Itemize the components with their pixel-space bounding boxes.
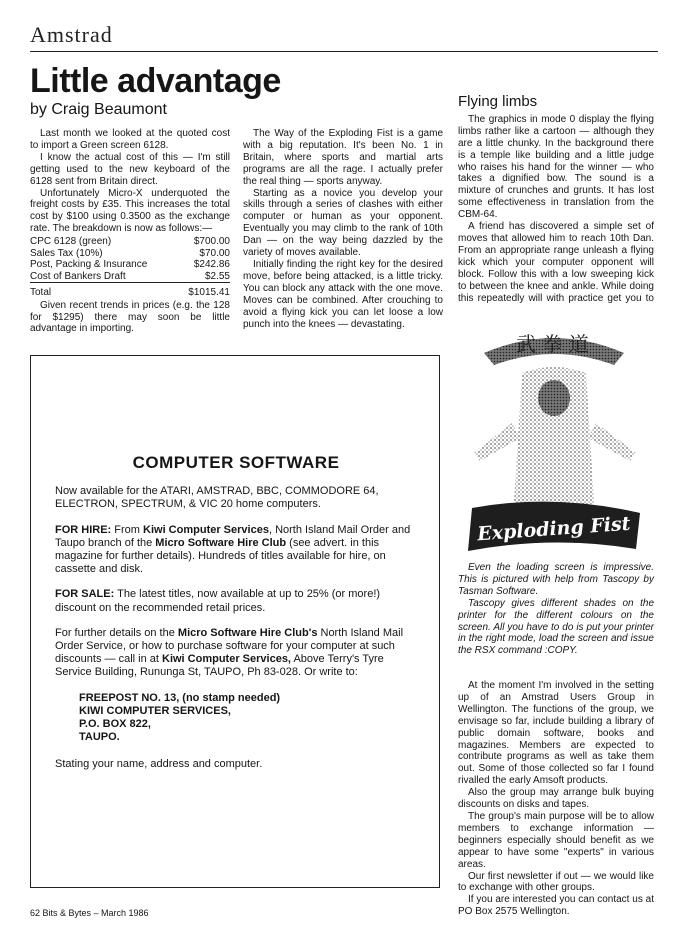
paragraph: The graphics in mode 0 display the flying limbs rather like a cartoon — although they are a little chunky. In the background there is a temple like building and a little judge who raises his hand for the winner — who takes a dignified bow. The sound is a mixture of crunches and grunts. It has lost some effectiveness in translation from the CBM-64.	[458, 113, 654, 221]
ad-text: North Island Mail Order Service, or how to purchase software for your computer at such discounts — call in at	[55, 626, 404, 666]
cost-amount: $70.00	[199, 247, 230, 259]
ad-text: The latest titles, now available at up to 25% (or more!) discount on the recommended retail prices.	[55, 588, 381, 614]
ad-text: From	[111, 523, 144, 536]
paragraph: Initially finding the right key for the desired move, before being attacked, is a little tricky. You can block any attack with the one move. Moves can be combined. After crouching to avoid a flying kick you can let loose a low punch into the knees — devastating.	[243, 258, 443, 330]
paragraph: I know the actual cost of this — I'm still getting used to the new keyboard of the 6128 sent from Britain direct.	[30, 151, 230, 187]
paragraph: A friend has discovered a simple set of moves that allowed him to reach 10th Dan. From an appropriate range unleash a flying kick which your computer opponent will block. Follow this with a low sweeping kick to between the knee and ankle. While doing this repeatedly will with practice get you to	[458, 221, 654, 304]
ad-text: For further details on the	[55, 626, 178, 639]
business-name: Kiwi Computer Services	[143, 523, 269, 536]
club-name: Micro Software Hire Club	[155, 536, 287, 549]
paragraph: Unfortunately Micro-X underquoted the freight costs by £35. This increases the total cost by $100 using 0.3500 as the exchange rate. The breakdown is now as follows:—	[30, 187, 230, 235]
loading-screen-image	[454, 303, 654, 559]
advertisement-content	[55, 453, 417, 784]
section-header: Amstrad	[30, 22, 113, 47]
article-column-3-continued	[458, 680, 654, 918]
paragraph: Tascopy gives different shades on the printer for the different colours on the screen. All you have to do is put your printer in the right mode, load the screen and issue the RSX command :COPY.	[458, 597, 654, 657]
total-row	[30, 283, 230, 299]
paragraph: Last month we looked at the quoted cost to import a Green screen 6128.	[30, 128, 230, 151]
ad-paragraph	[55, 524, 417, 577]
paragraph: Even the loading screen is impressive. This is pictured with help from Tascopy by Tasman Software.	[458, 562, 654, 597]
ad-paragraph: Stating your name, address and computer.	[55, 758, 263, 771]
advertisement-box	[30, 355, 440, 888]
paragraph: Our first newsletter if out — we would like to exchange with other groups.	[458, 870, 654, 894]
article-byline: by Craig Beaumont	[30, 101, 167, 118]
subheading: Flying limbs	[458, 93, 538, 110]
address-line: P.O. BOX 822,	[79, 718, 151, 731]
table-row	[30, 236, 230, 248]
paragraph: The group's main purpose will be to allow members to exchange information — beginners especially should benefit as we appear to have some "experts" in various areas.	[458, 810, 654, 870]
image-caption	[458, 562, 654, 657]
cost-item: Sales Tax (10%)	[30, 247, 103, 259]
cost-breakdown-table	[30, 236, 230, 299]
header-rule	[30, 51, 658, 52]
ad-text: (see advert. in this magazine for further details). Hundreds of titles available for hire, on cassette and disk.	[55, 536, 386, 576]
loading-screen-logo: Exploding Fist	[476, 512, 632, 546]
business-name: Kiwi Computer Services,	[162, 653, 291, 666]
svg-text:武 拳 道: 武 拳 道	[516, 332, 589, 356]
ad-heading: COMPUTER SOFTWARE	[132, 453, 340, 472]
paragraph: The Way of the Exploding Fist is a game with a big reputation. It's been No. 1 in Britain, where sports and martial arts programs are all the rage. I actually prefer the real thing — sports anyway.	[243, 128, 443, 187]
table-row	[30, 248, 230, 260]
for-sale-label: FOR SALE:	[55, 588, 115, 601]
cost-item: Post, Packing & Insurance	[30, 259, 148, 271]
address-line: KIWI COMPUTER SERVICES,	[79, 704, 231, 717]
paragraph: Given recent trends in prices (e.g. the 128 for $1295) there may soon be little advantage in importing.	[30, 299, 230, 335]
article-column-3	[458, 93, 654, 328]
paragraph: Also the group may arrange bulk buying discounts on disks and tapes.	[458, 787, 654, 811]
cost-item: Cost of Bankers Draft	[30, 271, 178, 283]
total-amount: $1015.41	[188, 287, 230, 299]
cost-amount: $2.55	[178, 271, 230, 283]
club-name: Micro Software Hire Club's	[177, 626, 318, 639]
address-line: FREEPOST NO. 13, (no stamp needed)	[79, 691, 281, 704]
table-row	[30, 271, 230, 283]
ad-paragraph	[55, 627, 417, 680]
page-folio: 62 Bits & Bytes – March 1986	[30, 908, 149, 918]
ad-text: Above Terry's Tyre Service Building, Rununga St, TAUPO, Ph 83-028. Or write to:	[55, 653, 384, 679]
paragraph: If you are interested you can contact us at PO Box 2575 Wellington.	[458, 894, 654, 918]
cost-item: CPC 6128 (green)	[30, 236, 112, 248]
article-column-2	[243, 128, 443, 330]
paragraph: Starting as a novice you develop your skills through a series of clashes with either computer or human as your opponent. Eventually you may climb to the rank of 10th Dan — on the way being dazzled by the variety of moves available.	[243, 187, 443, 259]
article-column-1	[30, 128, 230, 335]
cost-amount: $242.86	[193, 259, 230, 271]
for-hire-label: FOR HIRE:	[55, 523, 112, 536]
ad-text: , North Island Mail Order and Taupo branch of the	[55, 523, 411, 549]
mailing-address	[79, 692, 417, 745]
address-line: TAUPO.	[79, 731, 120, 744]
ad-paragraph	[55, 588, 417, 614]
cost-amount: $700.00	[193, 236, 230, 248]
article-title: Little advantage	[30, 62, 281, 100]
ad-paragraph: Now available for the ATARI, AMSTRAD, BBC, COMMODORE 64, ELECTRON, SPECTRUM, & VIC 20 home computers.	[55, 485, 379, 511]
table-row	[30, 259, 230, 271]
paragraph: At the moment I'm involved in the setting up of an Amstrad Users Group in Wellington. The functions of the group, we envisage so far, include building a library of public domain software, books and magazines. Members are expected to contribute programs as well as take them out. Some of those collected so far I found rivalled the early Amsoft products.	[458, 680, 654, 787]
total-label: Total	[30, 287, 52, 299]
